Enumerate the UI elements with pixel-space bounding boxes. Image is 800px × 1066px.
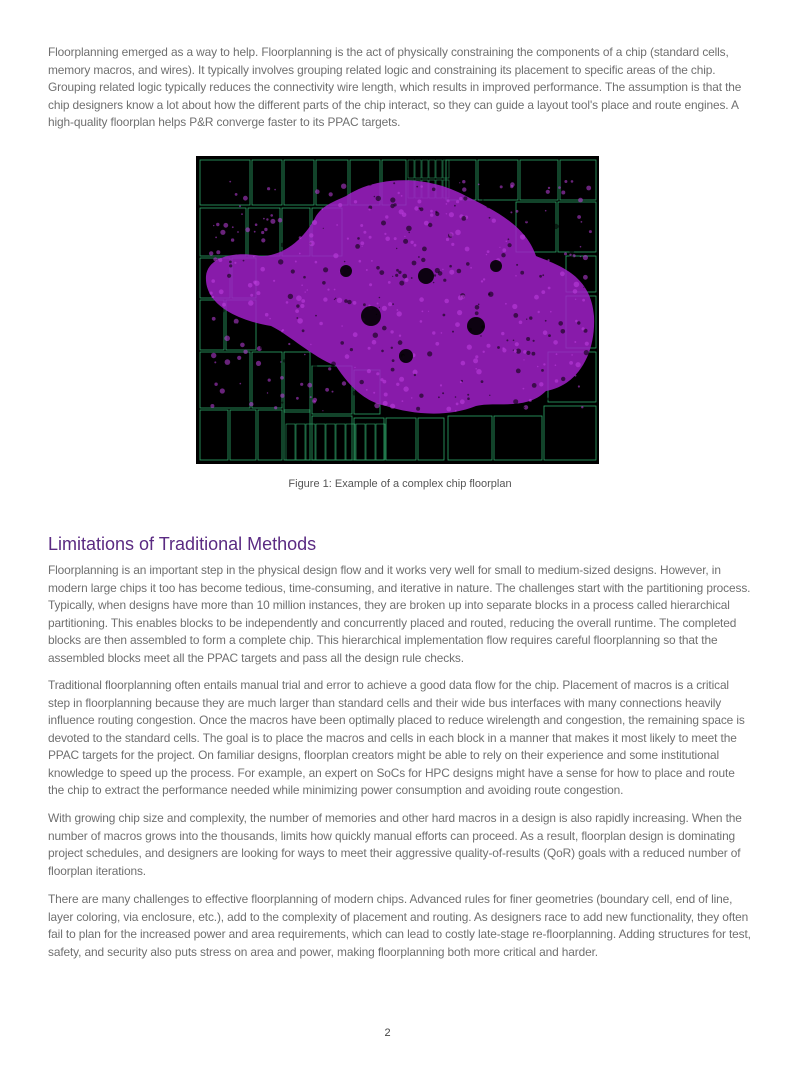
body-paragraph: There are many challenges to effective floorplanning of modern chips. Advanced rules for finer geometries (boundary cell, end of line, layer coloring, via enclosure, etc.), add to the complexity of placement and routing. As designers race to add new functionality, they often fail to plan for the increased power and area requirements, which can lead to costly late-stage re-floorplanning. Adding structures for test, safety, and security also puts stress on area and power, making floorplanning both more critical and harder.: [48, 892, 751, 959]
chip-floorplan-figure: [196, 156, 599, 464]
body-paragraph: With growing chip size and complexity, the number of memories and other hard macros in a design is also rapidly increasing. When the number of macros grows into the thousands, limits how quickly manual efforts can proceed. As a result, floorplan design is dominating project schedules, and designers are looking for ways to meet their aggressive quality-of-results (QoR) goals with a reduced number of floorplan iterations.: [48, 811, 742, 878]
body-paragraph: Floorplanning is an important step in the physical design flow and it works very well for small to medium-sized designs. However, in modern large chips it too has become tedious, time-consuming, and iterative in nature. The challenges start with the partitioning process. Typically, when designs have more than 10 million instances, they are broken up into separate blocks in a process called hierarchical partitioning. This enables blocks to be independently and concurrently placed and routed, reducing the overall runtime. The completed blocks are then assembled to form a complete chip. This hierarchical implementation flow requires careful floorplanning so that the assembled blocks meet all the PPAC targets and pass all the design rule checks.: [48, 563, 751, 665]
section-heading: Limitations of Traditional Methods: [48, 534, 317, 554]
figure-caption: Figure 1: Example of a complex chip floorplan: [288, 478, 512, 490]
body-paragraph: Traditional floorplanning often entails manual trial and error to achieve a good data flow for the chip. Placement of macros is a critical step in floorplanning because they are much larger than standard cells and their wide bus interfaces with many connections heavily influence routing congestion. Once the macros have been optimally placed to reduce wirelength and congestion, the remaining space is devoted to the standard cells. The goal is to place the macros and cells in each block in a manner that makes it most likely to meet the PPAC targets for the project. On familiar designs, floorplan creators might be able to rely on their experience and some institutional knowledge to speed up the process. For example, an expert on SoCs for HPC designs might have a sense for how to place and route the chip to extract the performance needed while minimizing power consumption and avoiding route congestion.: [48, 678, 745, 797]
chip-floorplan-image: [196, 156, 599, 464]
intro-paragraph: Floorplanning emerged as a way to help. Floorplanning is the act of physically constraining the components of a chip (standard cells, memory macros, and wires). It typically involves grouping related logic and constraining its placement to specific areas of the chip. Grouping related logic typically reduces the connectivity wire length, which results in improved performance. The assumption is that the chip designers know a lot about how the different parts of the chip interact, so they can guide a layout tool's place and route engines. A high-quality floorplan helps P&R converge faster to its PPAC targets.: [48, 45, 742, 129]
page-number: 2: [384, 1027, 391, 1039]
